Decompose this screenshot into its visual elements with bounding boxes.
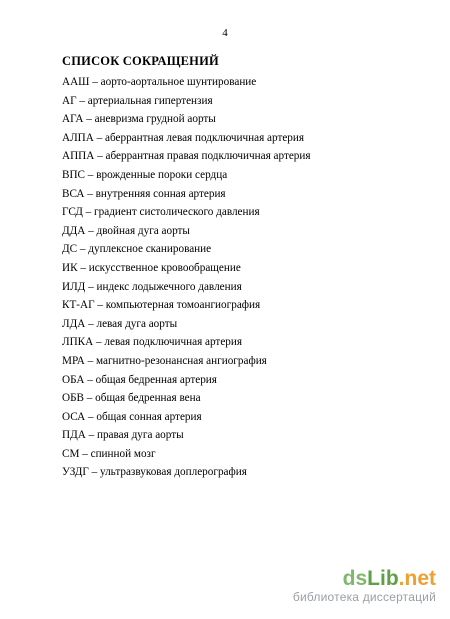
- list-item: ДС – дуплексное сканирование: [62, 243, 212, 256]
- list-item: ЛДА – левая дуга аорты: [62, 317, 178, 330]
- abbreviation-list: [62, 73, 402, 482]
- list-item: ДДА – двойная дуга аорты: [62, 224, 190, 237]
- list-item: АГА – аневризма грудной аорты: [62, 113, 216, 126]
- list-item: ААШ – аорто-аортальное шунтирование: [62, 76, 257, 88]
- logo-part-lib: Lib: [367, 567, 399, 590]
- list-item: СМ – спинной мозг: [62, 447, 156, 460]
- watermark: [293, 568, 436, 605]
- list-item: УЗДГ – ультразвуковая доплерография: [62, 466, 247, 479]
- list-item: ИК – искусственное кровообращение: [62, 261, 241, 274]
- dslib-logo: [293, 568, 436, 590]
- list-item: КТ-АГ – компьютерная томоангиография: [62, 299, 261, 312]
- page-number: 4: [222, 27, 228, 39]
- page-title: СПИСОК СОКРАЩЕНИЙ: [62, 54, 219, 68]
- list-item: ИЛД – индекс лодыжечного давления: [62, 280, 242, 293]
- watermark-tagline: библиотека диссертаций: [292, 590, 436, 604]
- list-item: МРА – магнитно-резонансная ангиография: [62, 354, 267, 367]
- list-item: ОСА – общая сонная артерия: [62, 410, 202, 423]
- list-item: ОБА – общая бедренная артерия: [62, 373, 217, 386]
- list-item: АГ – артериальная гипертензия: [62, 94, 213, 107]
- list-item: ГСД – градиент систолического давления: [62, 206, 260, 219]
- logo-part-net: .net: [398, 567, 436, 590]
- logo-part-ds: ds: [342, 567, 368, 590]
- list-item: ЛПКА – левая подключичная артерия: [62, 336, 243, 349]
- list-item: ПДА – правая дуга аорты: [62, 429, 184, 442]
- list-item: АЛПА – аберрантная левая подключичная артерия: [62, 131, 305, 144]
- list-item: ВПС – врожденные пороки сердца: [62, 168, 228, 181]
- list-item: ВСА – внутренняя сонная артерия: [62, 187, 226, 200]
- list-item: ОБВ – общая бедренная вена: [62, 392, 201, 405]
- list-item: АППА – аберрантная правая подключичная артерия: [62, 150, 311, 163]
